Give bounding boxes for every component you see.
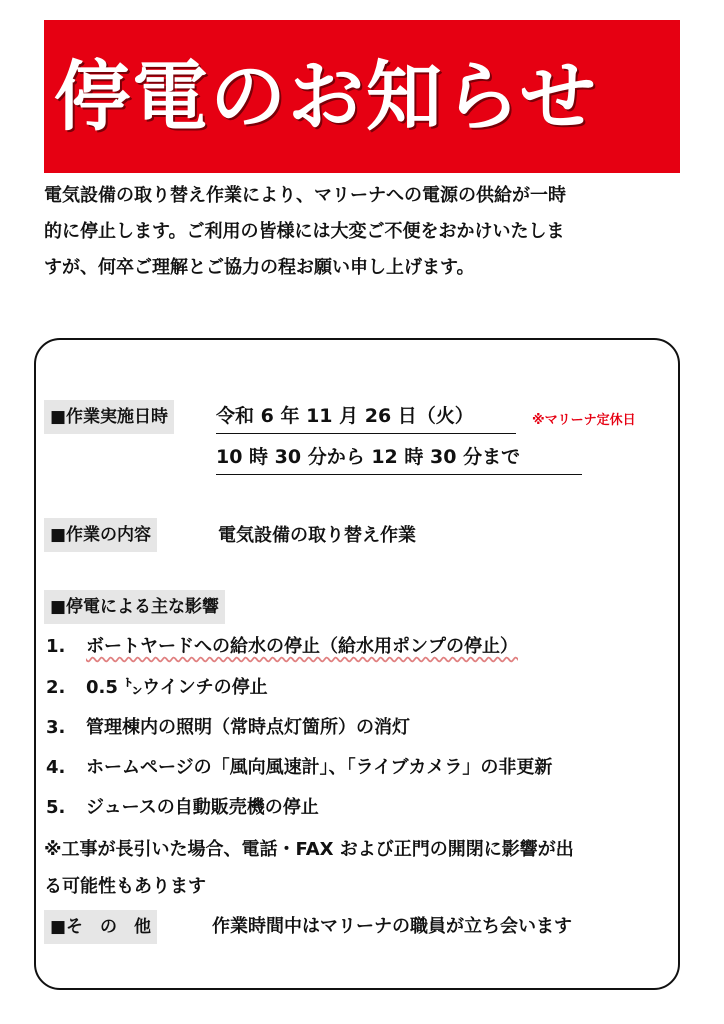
list-item-number: 5. [46, 797, 66, 818]
list-item-number: 4. [46, 757, 66, 778]
schedule-date: 令和 6 年 11 月 26 日（火） [216, 402, 516, 434]
list-item-number: 1. [46, 636, 66, 657]
schedule-time: 10 時 30 分から 12 時 30 分まで [216, 443, 582, 475]
content-value: 電気設備の取り替え作業 [218, 525, 416, 546]
schedule-heading: ■作業実施日時 [44, 400, 174, 434]
list-item-text: ジュースの自動販売機の停止 [86, 797, 319, 818]
schedule-note: ※マリーナ定休日 [532, 413, 636, 428]
list-item-text: ボートヤードへの給水の停止（給水用ポンプの停止） [86, 636, 518, 657]
other-heading: ■そ の 他 [44, 910, 157, 944]
list-item [46, 715, 410, 741]
list-item-number: 3. [46, 717, 66, 738]
intro-line: 的に停止します。ご利用の皆様には大変ご不便をおかけいたしま [44, 221, 565, 242]
list-item-text: ホームページの「風向風速計」、「ライブカメラ」の非更新 [86, 757, 553, 778]
content-heading: ■作業の内容 [44, 518, 157, 552]
warning-note: る可能性もあります [44, 876, 206, 897]
list-item-text: 管理棟内の照明（常時点灯箇所）の消灯 [86, 717, 410, 738]
list-item [46, 675, 268, 701]
list-item-number: 2. [46, 677, 66, 698]
title-banner [44, 20, 680, 173]
intro-line: すが、何卒ご理解とご協力の程お願い申し上げます。 [44, 257, 475, 278]
warning-note: ※工事が長引いた場合、電話・FAX および正門の開閉に影響が出 [44, 839, 574, 860]
impacts-heading: ■停電による主な影響 [44, 590, 225, 624]
other-value: 作業時間中はマリーナの職員が立ち会います [212, 916, 572, 937]
list-item-text: 0.5 ㌧ウインチの停止 [86, 677, 268, 698]
page-title: 停電のお知らせ [54, 51, 598, 141]
intro-paragraph [44, 178, 684, 286]
list-item [46, 755, 552, 781]
list-item [46, 795, 319, 821]
list-item [46, 634, 518, 660]
intro-line: 電気設備の取り替え作業により、マリーナへの電源の供給が一時 [44, 185, 566, 206]
